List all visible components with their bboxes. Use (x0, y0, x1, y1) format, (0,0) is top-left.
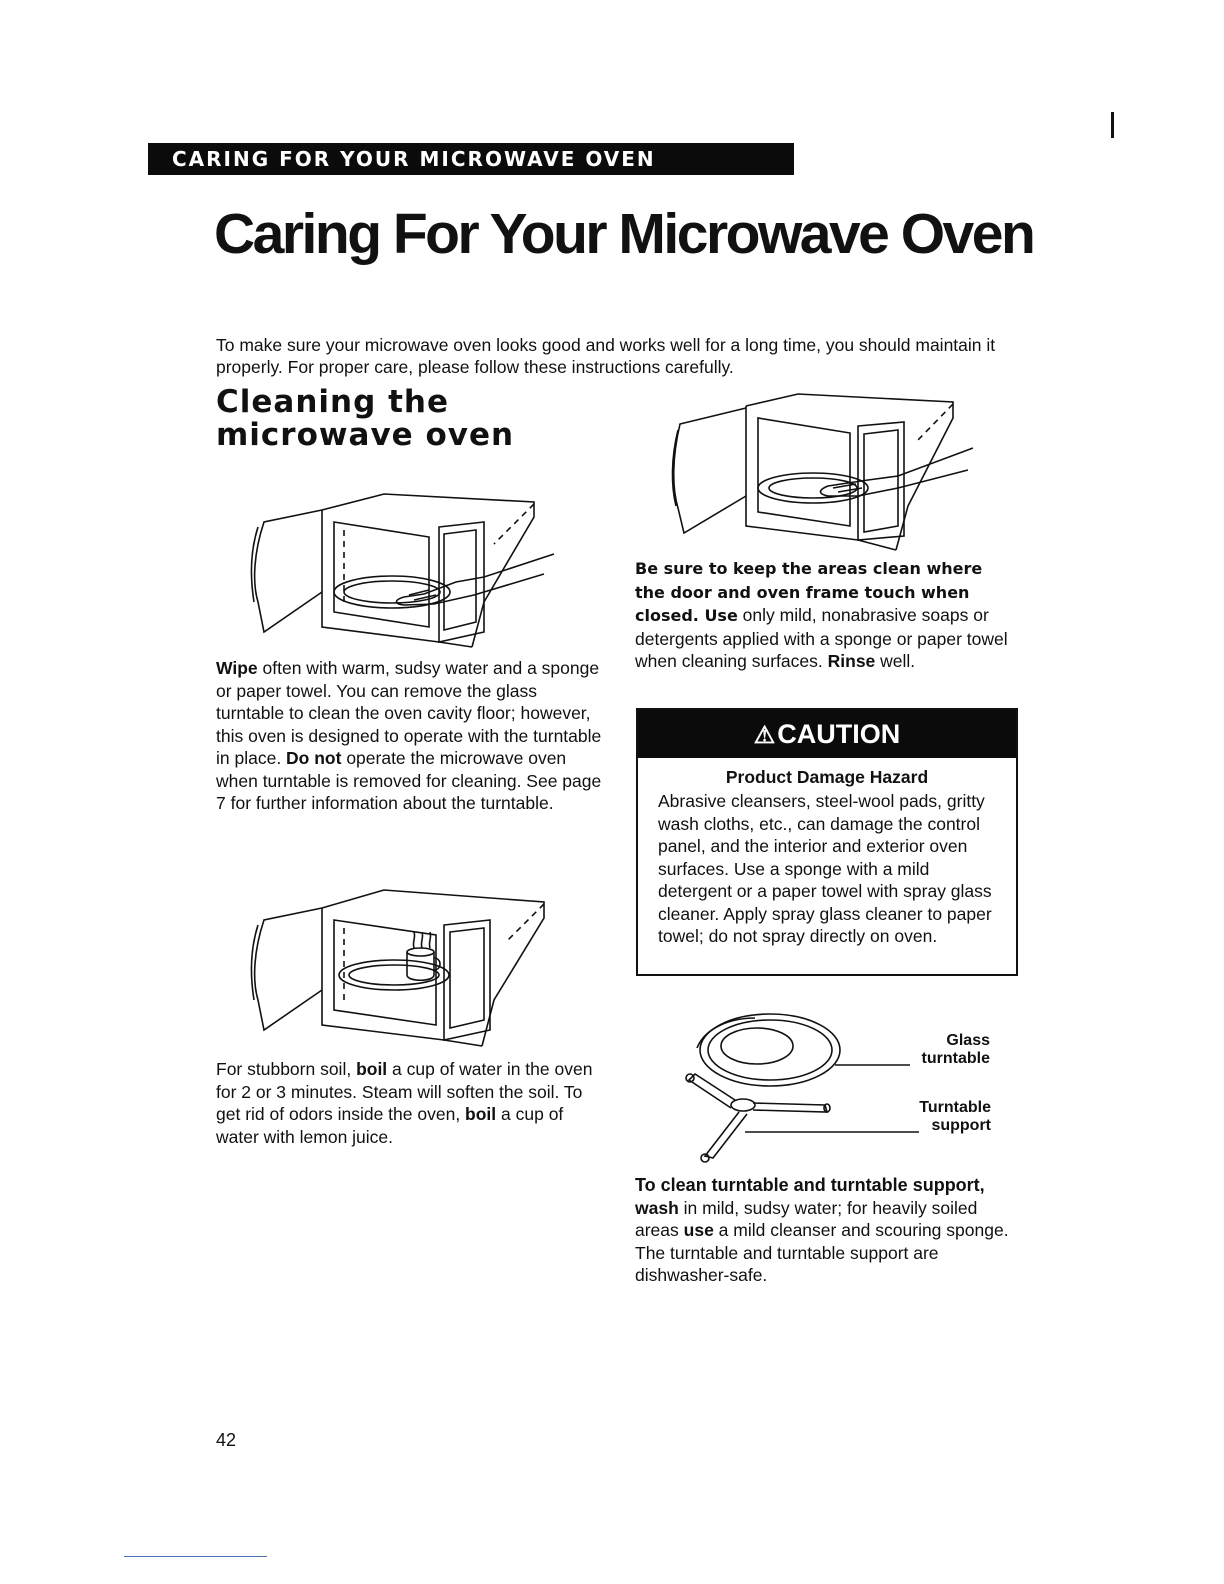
caution-label: CAUTION (777, 719, 901, 749)
warning-triangle-icon: ⚠ (753, 722, 776, 749)
seal-text-2: well. (875, 651, 916, 671)
wipe-instructions (216, 657, 606, 815)
seal-bold-lead: Be sure to keep the areas clean where the door and oven frame touch when closed. Use (635, 559, 983, 625)
turntable-text-1: in mild, sudsy water; for heavily soiled areas (635, 1197, 978, 1240)
boil-water-illustration (244, 880, 564, 1050)
wash-bold: wash (635, 1197, 679, 1218)
boil-bold-1: boil (356, 1059, 388, 1079)
caution-body: Abrasive cleansers, steel-wool pads, gritty wash cloths, etc., can damage the control panel, and the interior and exterior oven surfaces. Use a sponge with a mild detergent or a paper towel with spray glass cleaner. Apply spray glass cleaner to paper towel; do not spray directly on oven. (658, 791, 992, 946)
turntable-support-label: Turntable support (919, 1099, 991, 1134)
wipe-bold: Wipe (216, 658, 258, 678)
page-number: 42 (216, 1430, 237, 1450)
caution-header (638, 710, 1016, 758)
page-title: Caring For Your Microwave Oven (214, 202, 1034, 266)
boil-bold-2: boil (465, 1104, 497, 1124)
seal-text-1: only mild, nonabrasive soaps or detergents applied with a sponge or paper towel when cleaning surfaces. (635, 605, 1008, 671)
door-seal-illustration (668, 388, 978, 553)
turntable-text-2: a mild cleanser and scouring sponge. The turntable and turntable support are dishwasher-safe. (635, 1220, 1009, 1285)
footer-rule (124, 1556, 267, 1557)
wipe-text-1: often with warm, sudsy water and a sponge or paper towel. You can remove the glass turntable to clean the oven cavity floor; however, this oven is designed to operate with the turntable in place. (216, 658, 602, 768)
boil-instructions (216, 1058, 606, 1148)
boil-text-1: For stubborn soil, (216, 1059, 357, 1079)
door-seal-instructions (635, 557, 1015, 673)
intro-paragraph: To make sure your microwave oven looks good and works well for a long time, you should maintain it properly. For proper care, please follow these instructions carefully. (216, 335, 996, 377)
wipe-text-2: operate the microwave oven when turntable is removed for cleaning. See page 7 for further information about the turntable. (216, 748, 602, 813)
boil-text-3: a cup of water with lemon juice. (216, 1104, 564, 1147)
caution-box (636, 708, 1018, 976)
use-bold: use (683, 1220, 714, 1240)
turntable-lead: To clean turntable and turntable support, (635, 1175, 985, 1195)
page-edge-mark (1111, 112, 1114, 138)
rinse-bold: Rinse (827, 651, 876, 671)
turntable-cleaning-instructions (635, 1174, 1020, 1287)
boil-text-2: a cup of water in the oven for 2 or 3 minutes. Steam will soften the soil. To get rid of odors inside the oven, (216, 1059, 593, 1124)
section-heading: Cleaning the microwave oven (216, 384, 515, 453)
caution-subtitle: Product Damage Hazard (725, 767, 929, 787)
section-banner: CARING FOR YOUR MICROWAVE OVEN (148, 143, 794, 175)
wiping-oven-illustration (244, 482, 564, 652)
glass-turntable-label: Glass turntable (921, 1032, 990, 1067)
do-not-bold: Do not (286, 748, 342, 768)
